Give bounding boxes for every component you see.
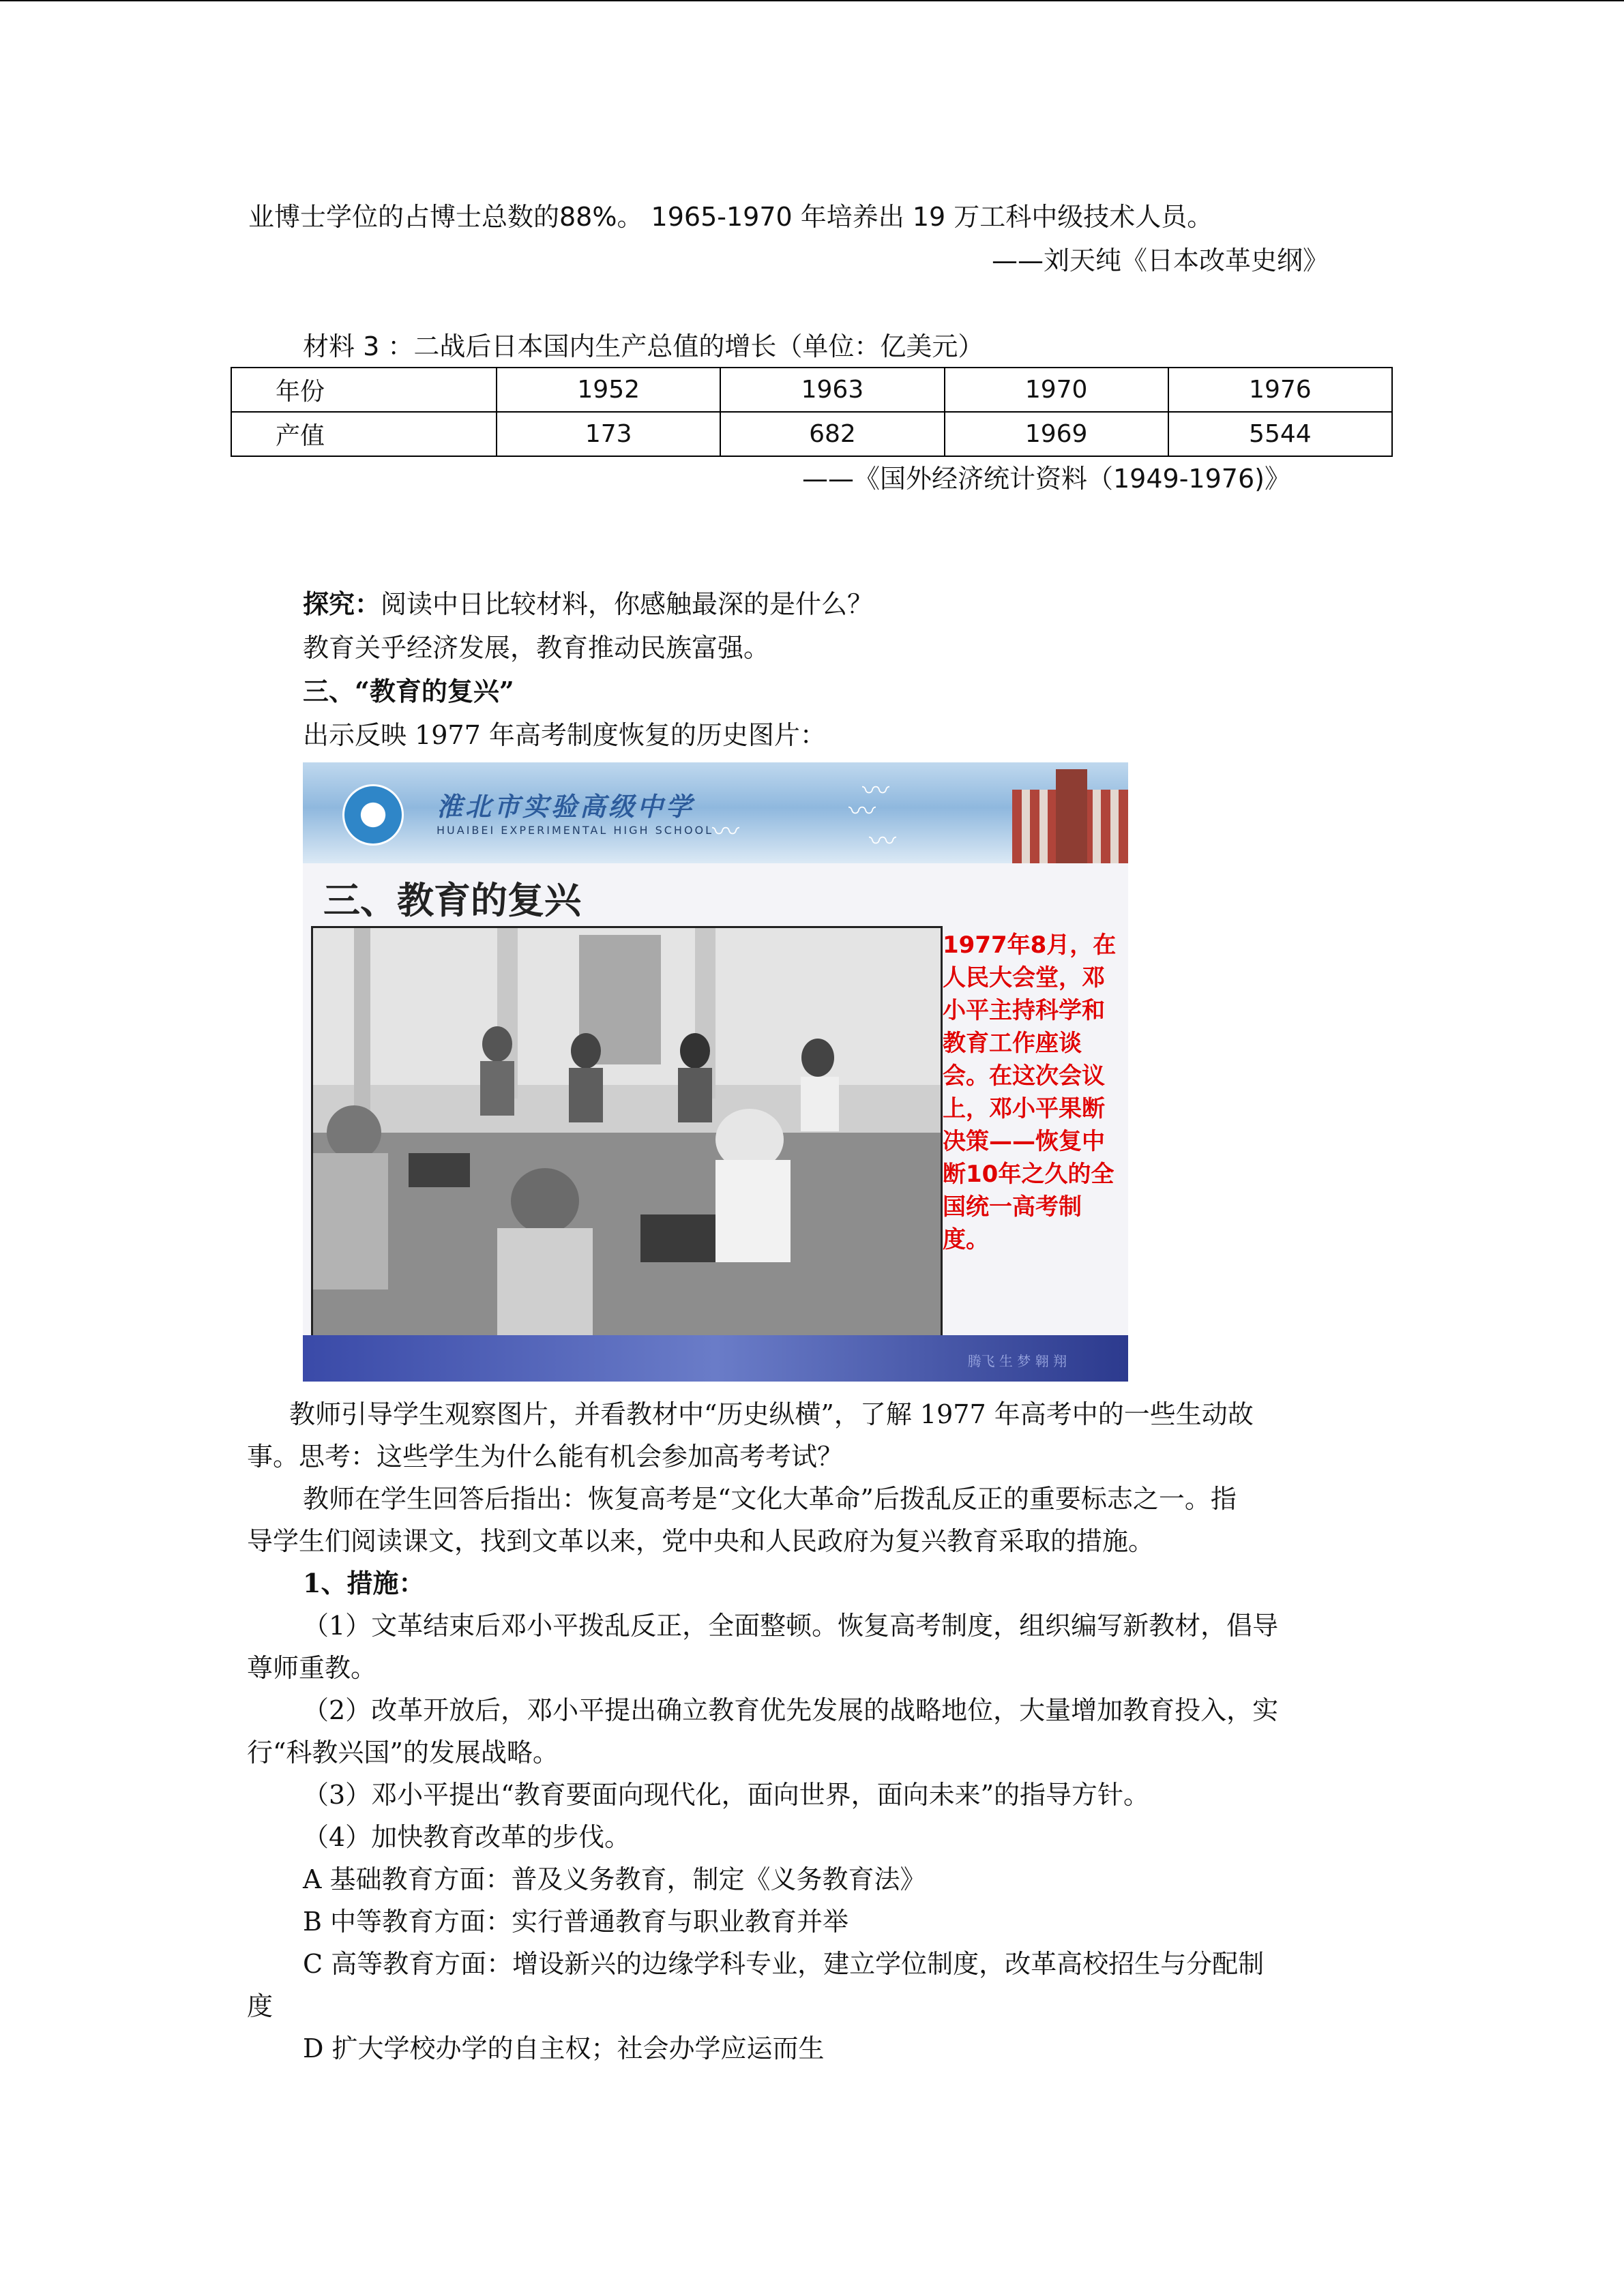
- inquiry-answer: 教育关乎经济发展，教育推动民族富强。: [303, 633, 770, 663]
- table-row-year: [231, 368, 1392, 412]
- slide-banner: [303, 762, 1128, 863]
- slide-footer-text: 腾飞 生 梦 翱 翔: [967, 1353, 1067, 1369]
- page-top-border: [0, 0, 1624, 1]
- meeting-photo-illustration: [313, 928, 941, 1378]
- measure-1-line2: 尊师重教。: [247, 1653, 377, 1683]
- bird-icon: 〰: [848, 796, 876, 827]
- slide-image: [303, 762, 1128, 1382]
- source-citation-1: ——刘天纯《日本改革史纲》: [992, 245, 1329, 275]
- table-cell-year: 1976: [1168, 368, 1392, 412]
- image-intro: 出示反映 1977 年高考制度恢复的历史图片：: [303, 720, 826, 750]
- paragraph-point-line1: 教师在学生回答后指出：恢复高考是“文化大革命”后拨乱反正的重要标志之一。指: [303, 1484, 1237, 1514]
- bird-icon: 〰: [862, 775, 889, 807]
- table-cell-year: 1952: [497, 368, 720, 412]
- slide-title: 三、教育的复兴: [323, 879, 581, 922]
- table-cell-value: 5544: [1168, 412, 1392, 456]
- inquiry-label: 探究：: [303, 588, 381, 619]
- item-c-line2: 度: [247, 1991, 274, 2021]
- bird-icon: 〰: [869, 826, 896, 857]
- school-name: 淮北市实验高级中学: [437, 791, 695, 822]
- table-cell-year: 1970: [945, 368, 1168, 412]
- material3-title: 材料 3 ：二战后日本国内生产总值的增长（单位：亿美元）: [303, 331, 984, 361]
- school-name-en: HUAIBEI EXPERIMENTAL HIGH SCHOOL: [437, 824, 714, 837]
- bird-icon: 〰: [712, 816, 739, 848]
- table-cell-value: 173: [497, 412, 720, 456]
- table-row-value: [231, 412, 1392, 456]
- source-citation-2: ——《国外经济统计资料（1949-1976)》: [802, 464, 1290, 494]
- table-cell-year-label: 年份: [231, 368, 497, 412]
- item-c-line1: C 高等教育方面：增设新兴的边缘学科专业，建立学位制度，改革高校招生与分配制: [303, 1949, 1265, 1979]
- measures-heading: 1、措施：: [303, 1568, 425, 1598]
- paragraph-guide-line1: 教师引导学生观察图片，并看教材中“历史纵横”，了解 1977 年高考中的一些生动故: [289, 1399, 1254, 1429]
- item-d: D 扩大学校办学的自主权；社会办学应运而生: [303, 2033, 825, 2063]
- school-logo-icon: [342, 784, 404, 846]
- item-a: A 基础教育方面：普及义务教育，制定《义务教育法》: [303, 1864, 926, 1894]
- paragraph-point-line2: 导学生们阅读课文，找到文革以来，党中央和人民政府为复兴教育采取的措施。: [247, 1526, 1155, 1556]
- table-cell-value-label: 产值: [231, 412, 497, 456]
- item-b: B 中等教育方面：实行普通教育与职业教育并举: [303, 1907, 849, 1937]
- inquiry-line: [303, 582, 873, 626]
- table-cell-value: 682: [720, 412, 944, 456]
- meeting-photo: [311, 926, 943, 1380]
- measure-1-line1: （1）文革结束后邓小平拨乱反正，全面整顿。恢复高考制度，组织编写新教材，倡导: [303, 1611, 1279, 1641]
- measure-2-line1: （2）改革开放后，邓小平提出确立教育优先发展的战略地位，大量增加教育投入，实: [303, 1695, 1279, 1725]
- measure-2-line2: 行“科教兴国”的发展战略。: [247, 1738, 559, 1768]
- table-cell-value: 1969: [945, 412, 1168, 456]
- slide-footer: [303, 1335, 1128, 1382]
- photo-caption: 1977年8月，在人民大会堂，邓小平主持科学和教育工作座谈会。在这次会议上，邓小平果断决策——恢复中断10年之久的全国统一高考制度。: [943, 931, 1117, 1253]
- gdp-table: [231, 367, 1393, 457]
- tower-illustration: [1056, 769, 1087, 863]
- inquiry-text: 阅读中日比较材料，你感触最深的是什么？: [381, 589, 874, 619]
- section3-heading: 三、“教育的复兴”: [303, 676, 514, 706]
- measure-4: （4）加快教育改革的步伐。: [303, 1822, 631, 1852]
- table-cell-year: 1963: [720, 368, 944, 412]
- paragraph-guide-line2: 事。思考：这些学生为什么能有机会参加高考考试？: [247, 1442, 844, 1472]
- measure-3: （3）邓小平提出“教育要面向现代化，面向世界，面向未来”的指导方针。: [303, 1780, 1150, 1810]
- paragraph-phd-stats: 业博士学位的占博士总数的88%。 1965-1970 年培养出 19 万工科中级技术人员。: [248, 202, 1213, 232]
